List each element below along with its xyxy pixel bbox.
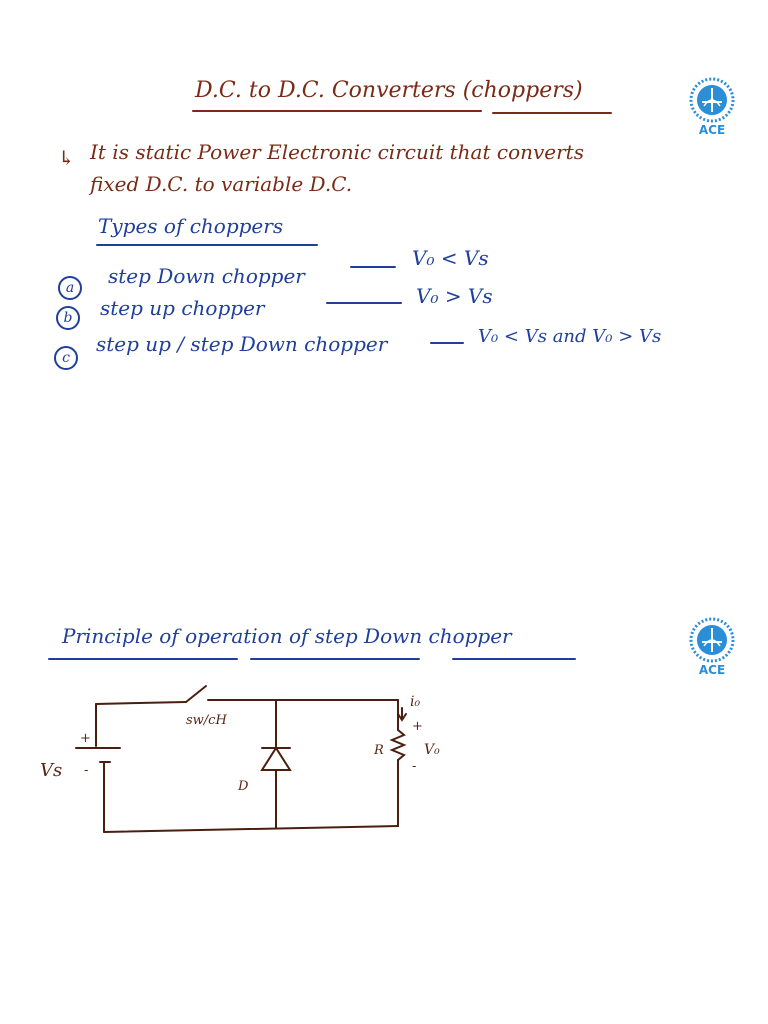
ace-logo xyxy=(682,616,742,678)
diode-label: D xyxy=(238,779,249,794)
type-name-c: step up / step Down chopper xyxy=(96,332,388,356)
heading-underline-1 xyxy=(48,658,238,660)
resistor-zigzag xyxy=(392,730,404,760)
heading-underline-2 xyxy=(250,658,420,660)
output-minus: - xyxy=(412,759,417,774)
diode-triangle xyxy=(262,748,290,770)
svg-text:ACE: ACE xyxy=(698,663,726,677)
type-relation-a: V₀ < Vs xyxy=(412,246,489,270)
types-heading-underline xyxy=(96,244,318,246)
ace-logo xyxy=(682,76,742,138)
bullet-arrow-icon: ↳ xyxy=(58,146,75,170)
step-down-chopper-circuit xyxy=(40,672,500,852)
page-title: D.C. to D.C. Converters (choppers) xyxy=(195,78,583,103)
ace-emblem-icon xyxy=(682,616,742,678)
switch-label: sw/cH xyxy=(186,713,227,728)
switch-blade xyxy=(186,686,206,702)
current-label: i₀ xyxy=(410,694,421,710)
title-underline-left xyxy=(192,110,482,112)
arrow-b xyxy=(326,302,402,304)
source-minus: - xyxy=(84,763,89,778)
type-relation-b: V₀ > Vs xyxy=(416,284,493,308)
ace-emblem-icon xyxy=(682,76,742,138)
source-label: Vs xyxy=(40,760,63,781)
type-marker-c: c xyxy=(54,346,78,370)
types-heading: Types of choppers xyxy=(98,214,284,238)
arrow-a xyxy=(350,266,396,268)
output-label: V₀ xyxy=(424,742,440,758)
definition-line-1: It is static Power Electronic circuit that converts xyxy=(90,140,584,164)
wire-bottom xyxy=(104,826,398,832)
definition-line-2: fixed D.C. to variable D.C. xyxy=(90,172,353,196)
type-marker-b: b xyxy=(56,306,80,330)
type-relation-c: V₀ < Vs and V₀ > Vs xyxy=(478,326,662,347)
svg-text:ACE: ACE xyxy=(698,123,726,137)
arrow-c xyxy=(430,342,464,344)
type-name-b: step up chopper xyxy=(100,296,265,320)
source-plus: + xyxy=(80,731,91,746)
wire-top-left xyxy=(96,702,186,704)
slide-step-down-chopper xyxy=(0,512,768,1024)
type-marker-a: a xyxy=(58,276,82,300)
type-name-a: step Down chopper xyxy=(108,264,305,288)
output-plus: + xyxy=(412,719,423,734)
heading-underline-3 xyxy=(452,658,576,660)
section-heading: Principle of operation of step Down chopper xyxy=(62,624,512,648)
resistor-label: R xyxy=(374,743,384,758)
title-underline-right xyxy=(492,112,612,114)
